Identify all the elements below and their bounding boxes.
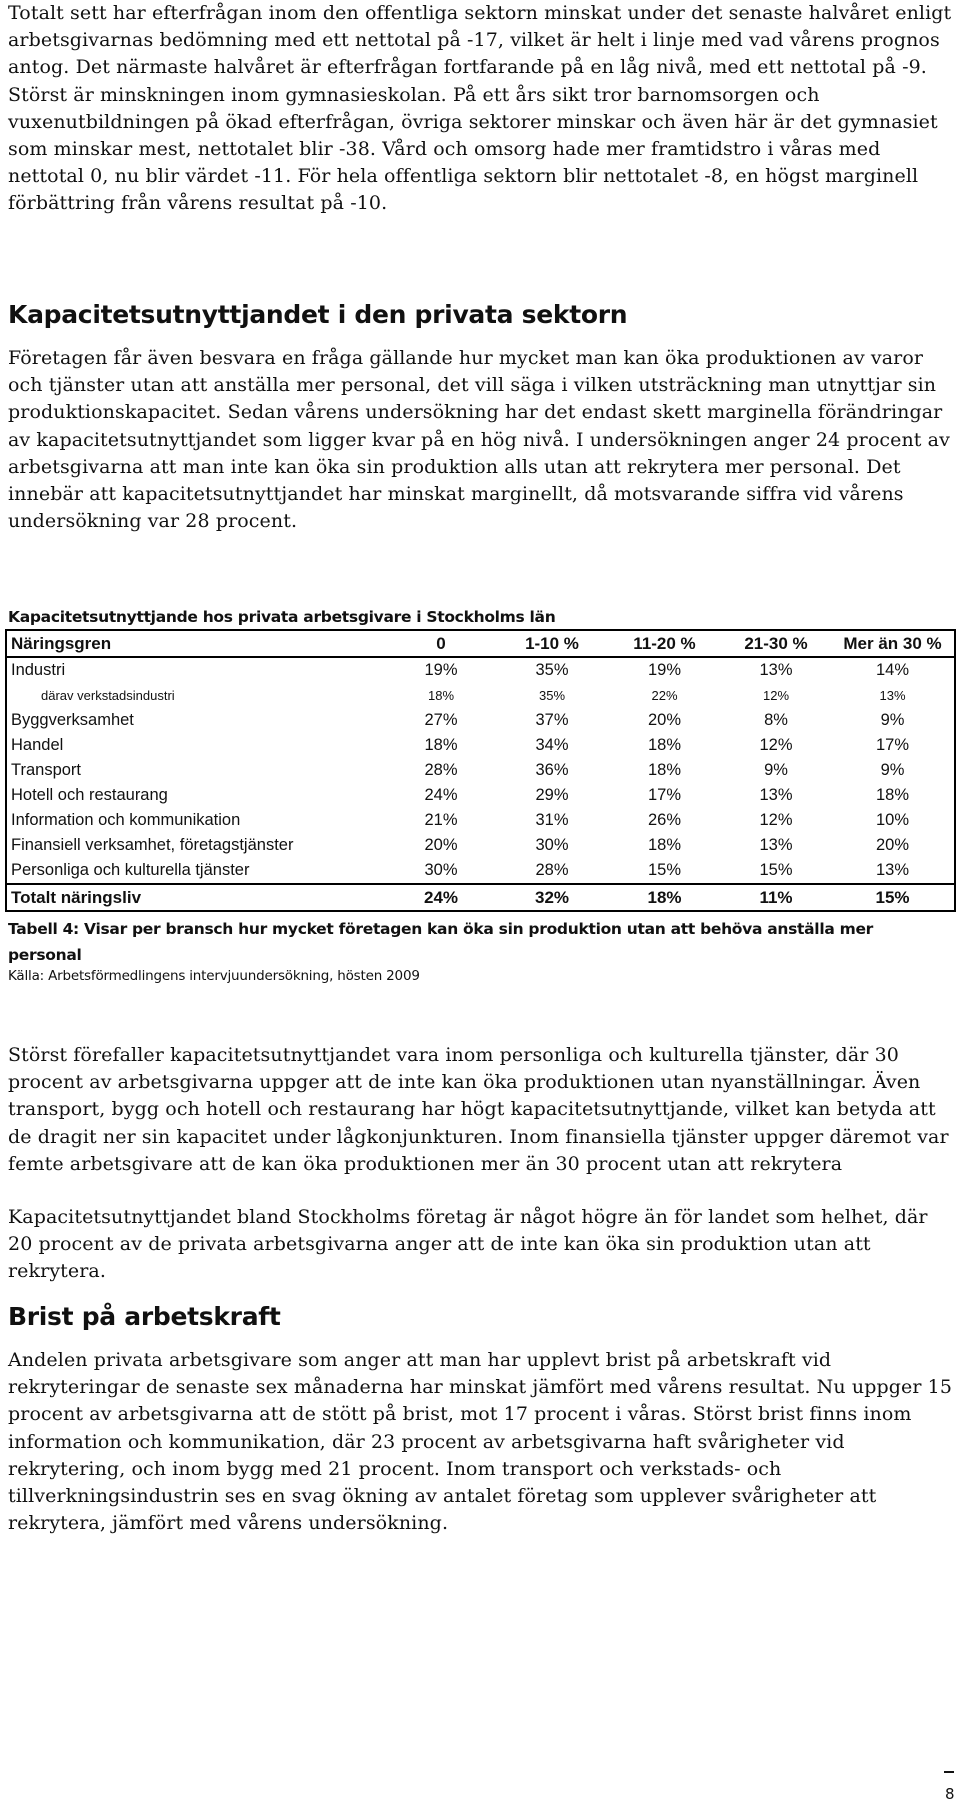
table-cell: 31% [535, 811, 569, 829]
table-row [6, 833, 955, 858]
table-cell: 19% [424, 661, 458, 679]
row-label: Handel [6, 733, 386, 758]
table-cell: 26% [647, 811, 682, 829]
table-cell: 21% [424, 811, 458, 829]
table-cell: 14% [831, 657, 955, 683]
table-cell: 17% [831, 733, 955, 758]
paragraph-stockholm-comparison: Kapacitetsutnyttjandet bland Stockholms företag är något högre än för landet som helhet, där 20 procent av de privata arbetsgivarna anger att de inte kan öka sin produktion utan att rekrytera. [8, 1206, 928, 1283]
table-header-cell: 21-30 % [721, 630, 831, 657]
table-cell: 30% [535, 836, 569, 854]
table-cell: 12% [762, 688, 790, 703]
table-row [6, 657, 955, 683]
table-source: Källa: Arbetsförmedlingens intervjuundersökning, hösten 2009 [8, 968, 420, 984]
table-cell: 35% [535, 661, 569, 679]
table-cell: 13% [759, 836, 793, 854]
table-total-row [6, 884, 955, 911]
table-cell: 20% [831, 833, 955, 858]
table-cell: 18% [424, 736, 458, 754]
paragraph-highest-utilization: Störst förefaller kapacitetsutnyttjandet vara inom personliga och kulturella tjänster, där 30 procent av arbetsgivarna uppger att de inte kan öka produktionen utan nyanställningar. Även transport, bygg och hotell och restaurang har högt kapacitetsutnyttjande, vilket kan betyda att de dragit ner sin kapacitet under lågkonjunkturen. Inom finansiella tjänster uppger däremot var femte arbetsgivare att de kan öka produktionen mer än 30 procent utan att rekrytera [8, 1044, 949, 1175]
table-cell: 9% [831, 708, 955, 733]
table-cell: 28% [535, 861, 569, 879]
paragraph-public-sector-demand: Totalt sett har efterfrågan inom den offentliga sektorn minskat under det senaste halvåret enligt arbetsgivarnas bedömning med ett nettotal på -17, vilket är helt i linje med vad vårens prognos antog. Det närmaste halvåret är efterfrågan fortfarande på en låg nivå, med ett nettotal på -9. Störst är minskningen inom gymnasieskolan. På ett års sikt tror barnomsorgen och vuxenutbildningen på ökad efterfrågan, övriga sektorer minskar och även här är det gymnasiet som minskar mest, nettotalet blir -38. Vård och omsorg hade mer framtidstro i våras med nettotal 0, nu blir värdet -11. För hela offentliga sektorn blir nettotalet -8, en högst marginell förbättring från vårens resultat på -10. [8, 2, 952, 215]
table-cell: 30% [424, 861, 458, 879]
row-label: Finansiell verksamhet, företagstjänster [6, 833, 386, 858]
table-header-cell: 0 [386, 630, 496, 657]
table-row [6, 708, 955, 733]
page-number-rule [944, 1771, 954, 1773]
table-cell: 18% [647, 736, 682, 754]
row-label: därav verkstadsindustri [6, 683, 386, 708]
table-cell: 18% [647, 761, 682, 779]
table-cell: 20% [647, 711, 682, 729]
table-header-cell: 11-20 % [608, 630, 721, 657]
row-label: Industri [6, 657, 386, 683]
row-label: Information och kommunikation [6, 808, 386, 833]
table-cell: 15% [647, 861, 682, 879]
table-cell: 15% [759, 861, 793, 879]
table-cell: 27% [424, 711, 458, 729]
row-label: Hotell och restaurang [6, 783, 386, 808]
table-cell: 18% [608, 884, 721, 911]
table-cell: 8% [764, 711, 788, 729]
table-cell: 29% [535, 786, 569, 804]
heading-capacity-utilization: Kapacitetsutnyttjandet i den privata sektorn [8, 300, 628, 329]
table-cell: 12% [759, 736, 793, 754]
table-cell: 20% [424, 836, 458, 854]
table-row [6, 808, 955, 833]
heading-labour-shortage: Brist på arbetskraft [8, 1302, 281, 1331]
table-cell: 19% [647, 661, 682, 679]
table-cell: 36% [535, 761, 569, 779]
capacity-table [5, 629, 956, 912]
table-cell: 15% [831, 884, 955, 911]
paragraph-labour-shortage: Andelen privata arbetsgivare som anger att man har upplevt brist på arbetskraft vid rekryteringar de senaste sex månaderna har minskat jämfört med vårens resultat. Nu uppger 15 procent av arbetsgivarna att de stött på brist, mot 17 procent i våras. Störst brist finns inom information och kommunikation, där 23 procent av arbetsgivarna haft svårigheter vid rekrytering, och inom bygg med 21 procent. Inom transport och verkstads- och tillverkningsindustrin ses en svag ökning av antalet företag som upplever svårigheter att rekrytera, jämfört med vårens undersökning. [8, 1349, 953, 1535]
table-row [6, 783, 955, 808]
table-caption: Tabell 4: Visar per bransch hur mycket företagen kan öka sin produktion utan att behöva anställa mer personal [8, 920, 873, 964]
table-cell: 24% [386, 884, 496, 911]
row-label: Transport [6, 758, 386, 783]
table-cell: 32% [496, 884, 608, 911]
table-cell: 28% [424, 761, 458, 779]
table-row [6, 683, 955, 708]
table-cell: 13% [759, 661, 793, 679]
table-header-cell: Näringsgren [6, 630, 386, 657]
row-label: Personliga och kulturella tjänster [6, 858, 386, 884]
table-cell: 17% [647, 786, 682, 804]
table-cell: 12% [759, 811, 793, 829]
table-cell: 18% [831, 783, 955, 808]
table-cell: 9% [831, 758, 955, 783]
table-title: Kapacitetsutnyttjande hos privata arbetsgivare i Stockholms län [8, 608, 556, 626]
table-cell: 22% [651, 688, 678, 703]
table-cell: 34% [535, 736, 569, 754]
table-cell: 11% [721, 884, 831, 911]
table-cell: 37% [535, 711, 569, 729]
table-cell: 18% [427, 688, 455, 703]
table-cell: 35% [538, 688, 566, 703]
row-label: Byggverksamhet [6, 708, 386, 733]
table-cell: 13% [759, 786, 793, 804]
table-cell: 9% [764, 761, 788, 779]
table-header-cell: 1-10 % [496, 630, 608, 657]
table-row [6, 858, 955, 884]
paragraph-capacity-utilization: Företagen får även besvara en fråga gällande hur mycket man kan öka produktionen av varor och tjänster utan att anställa mer personal, det vill säga i vilken utsträckning man utnyttjar sin produktionskapacitet. Sedan vårens undersökning har det endast skett marginella förändringar av kapacitetsutnyttjandet som ligger kvar på en hög nivå. I undersökningen anger 24 procent av arbetsgivarna att man inte kan öka sin produktion alls utan att rekrytera mer personal. Det innebär att kapacitetsutnyttjandet har minskat marginellt, då motsvarande siffra vid vårens undersökning var 28 procent. [8, 347, 950, 533]
table-cell: 18% [647, 836, 682, 854]
table-cell: 13% [831, 858, 955, 884]
table-cell: 24% [424, 786, 458, 804]
page-number: 8 [945, 1785, 955, 1803]
total-label: Totalt näringsliv [6, 884, 386, 911]
table-header-row [6, 630, 955, 657]
table-row [6, 733, 955, 758]
table-cell: 10% [831, 808, 955, 833]
table-cell: 13% [831, 683, 955, 708]
table-row [6, 758, 955, 783]
table-header-cell: Mer än 30 % [831, 630, 955, 657]
